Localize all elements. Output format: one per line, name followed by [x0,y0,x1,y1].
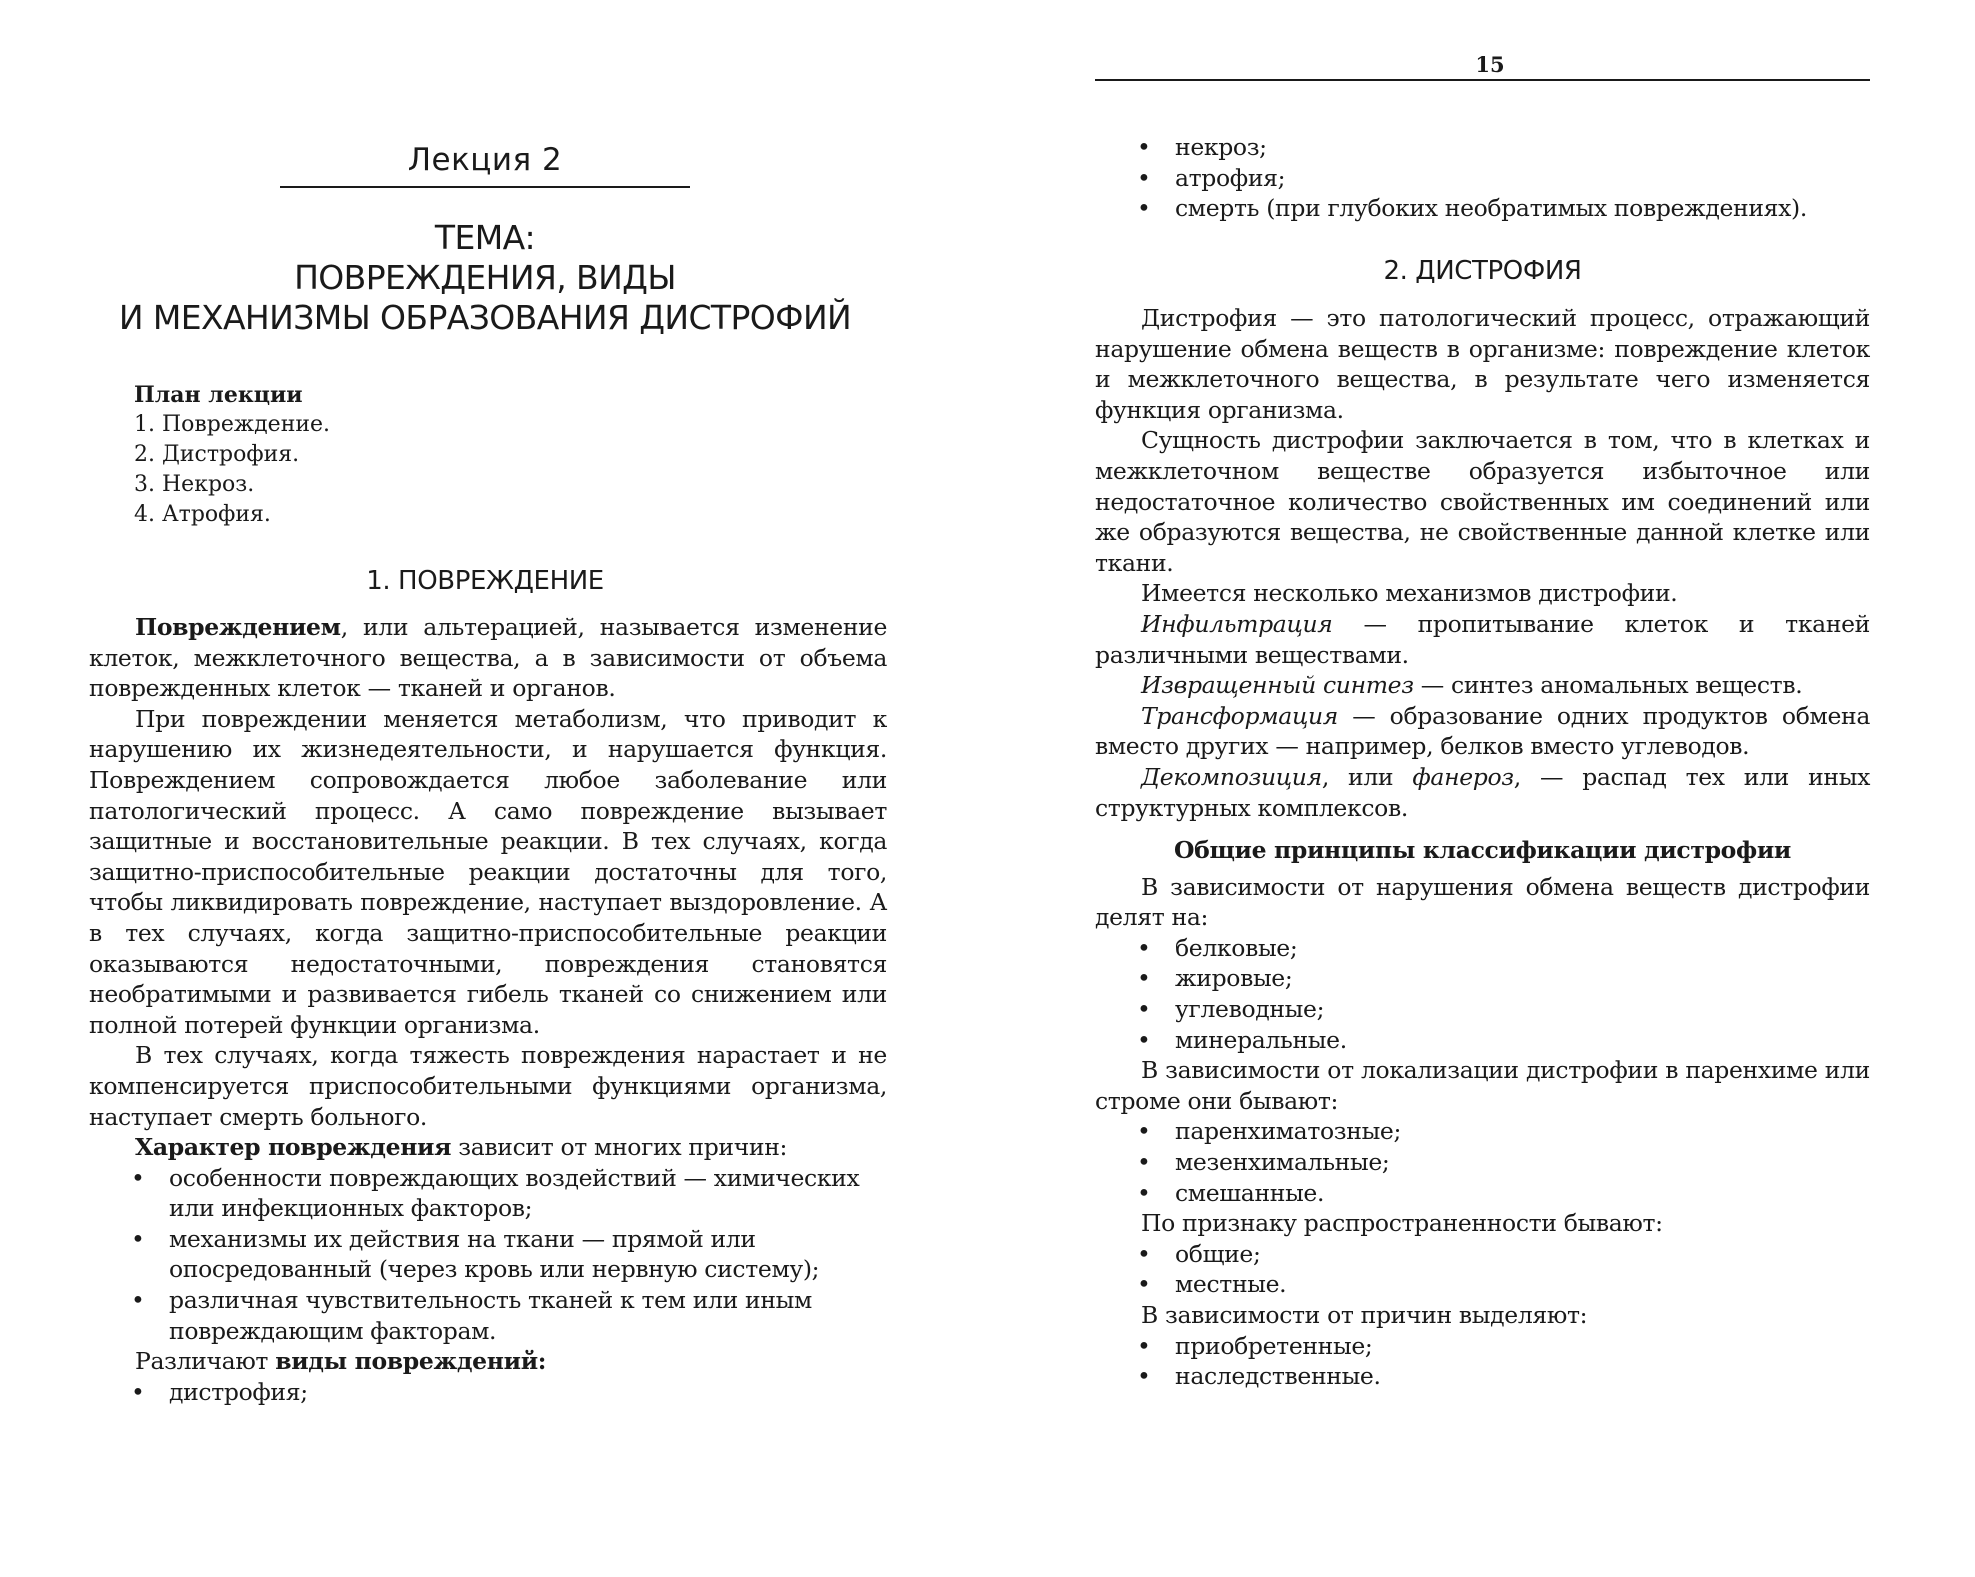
paragraph [89,612,887,704]
list-item: • смешанные. [1095,1178,1870,1209]
term-bold: Характер повреждения [135,1133,452,1162]
paragraph [89,1132,887,1163]
cause-types-list [1095,1331,1870,1392]
localization-types-list [1095,1116,1870,1208]
lecture-plan [134,380,330,530]
paragraph [1095,609,1870,670]
plan-item: 2. Дистрофия. [134,442,300,467]
left-body-text [89,612,887,1407]
list-item: • приобретенные; [1095,1331,1870,1362]
right-page [980,0,1975,1577]
paragraph-text: зависит от многих причин: [451,1133,788,1162]
term-bold: Повреждением [135,613,341,641]
prevalence-types-list [1095,1239,1870,1300]
plan-item: 1. Повреждение. [134,412,331,437]
list-item: • некроз; [1095,132,1870,163]
paragraph [89,1346,887,1377]
list-item: • паренхиматозные; [1095,1116,1870,1147]
list-item: • жировые; [1095,963,1870,994]
list-item: • местные. [1095,1269,1870,1300]
paragraph-text: — образование одних продуктов обмена вместо других — например, белков вместо углеводов. [1095,701,1870,761]
topic-line: ТЕМА: [434,218,536,257]
plan-item: 3. Некроз. [134,472,255,497]
term-italic: Извращенный синтез [1141,671,1414,700]
paragraph-text: Различают [135,1347,276,1376]
paragraph: При повреждении меняется метаболизм, что приводит к нарушению их жизнедеятельности, и нарушается функция. Повреждением сопровождается любое заболевание или патологический процесс. А само повреждение вызывает защитные и восстановительные реакции. В тех случаях, когда защитно-приспособительные реакции достаточны для того, чтобы ликвидировать повреждение, наступает выздоровление. А в тех случаях, когда защитно-приспособительные реакции оказываются недостаточными, повреждения становятся необратимыми и развивается гибель тканей со снижением или полной потерей функции организма. [89,704,887,1039]
plan-title: План лекции [134,382,303,408]
page-header-rule [1095,79,1870,81]
paragraph-text: , или альтерацией, называется изменение клеток, межклеточного вещества, а в зависимости от объема поврежденных клеток — тканей и органов. [89,613,887,703]
term-italic: Декомпозиция [1141,762,1322,791]
types-list-continued [1095,132,1870,224]
page-number: 15 [1475,52,1505,77]
topic-line: И МЕХАНИЗМЫ ОБРАЗОВАНИЯ ДИСТРОФИЙ [118,298,852,337]
lecture-title-rule [280,186,690,188]
paragraph-text: — пропитывание клеток и тканей различными веществами. [1095,609,1870,669]
list-item: • атрофия; [1095,163,1870,194]
list-item: • дистрофия; [89,1377,887,1408]
paragraph: В зависимости от нарушения обмена веществ дистрофии делят на: [1095,872,1870,932]
list-item: • различная чувствительность тканей к тем или иным повреждающим факторам. [89,1285,887,1346]
causes-list [89,1163,887,1347]
topic-line: ПОВРЕЖДЕНИЯ, ВИДЫ [294,258,676,297]
paragraph: Имеется несколько механизмов дистрофии. [1141,579,1678,608]
paragraph [1095,701,1870,762]
term-italic: фанероз [1412,762,1514,791]
list-item: • углеводные; [1095,994,1870,1025]
list-item: • общие; [1095,1239,1870,1270]
list-item: • механизмы их действия на ткани — прямой или опосредованный (через кровь или нервную систему); [89,1224,887,1285]
section-heading-dystrophy: 2. ДИСТРОФИЯ [1383,256,1582,286]
types-continued [1095,132,1870,224]
term-italic: Инфильтрация [1141,609,1333,638]
paragraph: Дистрофия — это патологический процесс, отражающий нарушение обмена веществ в организме: повреждение клеток и межклеточного вещества, в результате чего изменяется функция организма. [1095,304,1870,424]
types-list [89,1377,887,1408]
plan-item: 4. Атрофия. [134,502,271,527]
list-item: • особенности повреждающих воздействий — химических или инфекционных факторов; [89,1163,887,1224]
paragraph [1095,670,1870,701]
topic-heading [85,218,885,338]
paragraph: В зависимости от локализации дистрофии в паренхиме или строме они бывают: [1095,1056,1870,1115]
paragraph: В тех случаях, когда тяжесть повреждения нарастает и не компенсируется приспособительными функциями организма, наступает смерть больного. [89,1041,887,1131]
paragraph-text: , — распад тех или иных структурных комплексов. [1095,762,1870,822]
left-page [0,0,980,1577]
section-heading-damage: 1. ПОВРЕЖДЕНИЕ [366,566,604,596]
term-bold: виды повреждений: [275,1347,547,1376]
paragraph-text: — синтез аномальных веществ. [1413,671,1803,700]
classification-heading: Общие принципы классификации дистрофии [1174,836,1791,865]
list-item: • минеральные. [1095,1025,1870,1056]
list-item: • смерть (при глубоких необратимых повреждениях). [1095,193,1870,224]
paragraph: По признаку распространенности бывают: [1141,1209,1663,1238]
list-item: • белковые; [1095,933,1870,964]
paragraph-text: , или [1321,762,1413,791]
metabolism-types-list [1095,933,1870,1055]
lecture-title: Лекция 2 [407,142,563,178]
paragraph: В зависимости от причин выделяют: [1141,1301,1588,1329]
right-body-text [1095,303,1870,1392]
paragraph: Сущность дистрофии заключается в том, что в клетках и межклеточном веществе образуется избыточное или недостаточное количество свойственных им соединений или же образуются вещества, не свойственные данной клетке или ткани. [1095,426,1870,577]
paragraph [1095,762,1870,823]
term-italic: Трансформация [1141,701,1338,730]
list-item: • наследственные. [1095,1361,1870,1392]
list-item: • мезенхимальные; [1095,1147,1870,1178]
